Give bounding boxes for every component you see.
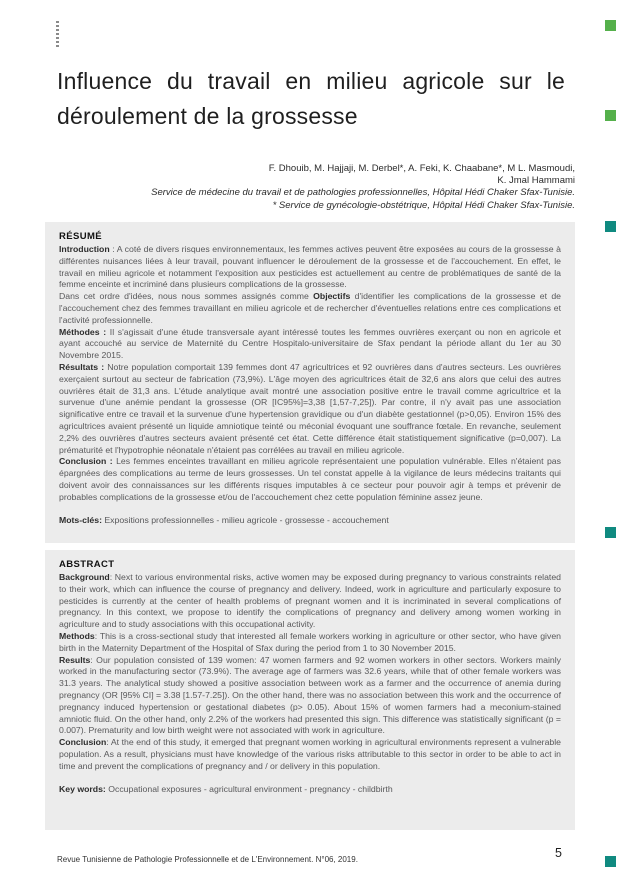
footer-journal-title: Revue Tunisienne de Pathologie Professionnelle et de L'Environnement. N°06, 2019. [57,855,358,864]
keywords-label: Key words: [59,783,106,794]
section-label: Methods [59,630,95,641]
section-label: Méthodes : [59,326,107,337]
paragraph: Introduction : A coté de divers risques environnementaux, les femmes actives peuvent être exposées au cours de la grossesse à différentes nuisances liées à leur travail, pouvant influencer le déroulement de la grossesse et de l'accouchement. En effet, le travail en milieu agricole et notamment l'exposition aux pesticides est actuellement au centre de problématiques de santé de la femme enceinte et incriminé dans plusieurs complications de la grossesse. [59,244,561,290]
abstract-keywords [59,784,561,796]
affiliation-line-2: * Service de gynécologie-obstétrique, Hôpital Hédi Chaker Sfax-Tunisie. [272,199,575,211]
paragraph: Methods: This is a cross-sectional study that interested all female workers working in agriculture or other sector, who have given birth in the Maternity Department of the Hospital of Sfax during the period from 1 to 30 November 2015. [59,630,561,653]
paragraph: Conclusion : Les femmes enceintes travaillant en milieu agricole représentaient une population vulnérable. Elles n'étaient pas épargnées des complications au terme de leurs grossesses. Un tel constat appelle à la vigilance de leurs médecins traitants qui doivent avoir des connaissances sur les différents risques imputables à ce secteur pour pouvoir agir à temps et prévenir de probables complications de la grossesse et/ou de l'accouchement chez cette population féminine assez jeune. [59,456,561,502]
section-label: Conclusion : [59,456,113,467]
resume-paragraphs [59,244,561,504]
section-label: Résultats : [59,361,105,372]
resume-heading: RÉSUMÉ [59,231,103,242]
abstract-paragraphs [59,572,561,773]
paragraph: Background: Next to various environmental risks, active women may be exposed during pregnancy to various constraints related to their work, which can influence the course of pregnancy and delivery. Indeed, work in agriculture and particularly exposure to pesticides is currently at the center of health problems of pregnant women and it is incriminated in several complications of pregnancy. In this context, we propose to identify the complications of pregnancy and delivery among women working in agriculture and to study associations with this occupational activity. [59,572,561,630]
paragraph: Méthodes : Il s'agissait d'une étude transversale ayant intéressé toutes les femmes ouvrières exerçant ou non en agricole et ayant accouché au service de Maternité du Centre Hospitalo-universitaire de Sfax pendant la période allant du 1er au 30 Novembre 2015. [59,326,561,361]
abstract-box [45,550,575,830]
abstract-heading: ABSTRACT [59,559,115,570]
section-label: Objectifs [313,291,351,302]
authors-line-1: F. Dhouib, M. Hajjaji, M. Derbel*, A. Feki, K. Chaabane*, M L. Masmoudi, [268,163,575,174]
binding-crop-mark [56,21,59,47]
edge-mark-teal-2 [605,527,616,538]
resume-box [45,222,575,543]
resume-keywords [59,515,561,527]
keywords-text: Expositions professionnelles - milieu agricole - grossesse - accouchement [101,514,389,525]
article-title: Influence du travail en milieu agricole sur le déroulement de la grossesse [57,68,565,129]
affiliation-line-1: Service de médecine du travail et de pathologies professionnelles, Hôpital Hédi Chaker Sfax-Tunisie. [151,187,575,199]
paragraph: Conclusion: At the end of this study, it emerged that pregnant women working in agricultural environments represent a vulnerable population. As a result, physicians must have knowledge of the various risks attributable to this sector in order to be able to act in time and prevent the complications of pregnancy and / or delivery in this population. [59,737,561,771]
authors-block [57,163,575,212]
edge-mark-green-2 [605,110,616,121]
keywords-label: Mots-clés: [59,514,102,525]
edge-mark-green-1 [605,20,616,31]
section-label: Background [59,572,110,582]
section-label: Results [59,654,91,665]
edge-mark-teal-3 [605,856,616,867]
paragraph: Dans cet ordre d'idées, nous nous sommes assignés comme Objectifs d'identifier les complications de la grossesse et de l'accouchement chez des femmes travaillant en milieu agricole et de rechercher d'éventuelles relations entre ces complications et l'activité professionnelle. [59,291,561,325]
paragraph: Results: Our population consisted of 139 women: 47 women farmers and 92 women workers in other sectors. Workers mainly worked in the manufacturing sector (73.9%). The average age of farmers was 32.6 years, while that of other female workers was 31.3 years. The analytical study showed a positive association between work as a farmer and the occurrence of anemia during pregnancy (OR [95% CI] = 3.38 [1.57-7.25]). On the other hand, there was no association between this work and the occurrence of pregnancy induced hypertension or gestational diabetes (p> 0.05). About 15% of women farmers had a meconium-stained amniotic fluid. On the other hand, only 2.2% of the workers had presented this sign. This difference was statistically significant (p = 0.007). Prematurity and low birth weight were not associated with work in agriculture. [59,654,561,736]
edge-mark-teal-1 [605,221,616,232]
section-label: Conclusion [59,737,107,748]
footer-page-number: 5 [555,846,562,860]
section-label: Introduction [59,244,110,254]
keywords-text: Occupational exposures - agricultural environment - pregnancy - childbirth [105,783,393,794]
authors-line-2: K. Jmal Hammami [497,175,575,187]
paragraph: Résultats : Notre population comportait 139 femmes dont 47 agricultrices et 92 ouvrières dans d'autres secteurs. Les ouvrières exerçaient surtout au secteur de fabrication (73,9%). L'âge moyen des agricultrices était de 32,6 ans alors que celui des autres ouvrières était de 31,3 ans. L'étude analytique avait montré une association positive entre le travail comme agricultrice et la survenue d'une anémie pendant la grossesse (OR [IC95%]=3,38 [1,57-7,25]). Par contre, il n'y avait pas une association significative entre ce travail et la survenue d'une hypertension gravidique ou d'un diabète gestationnel (p>0,05). Environ 15% des agricultrices avaient présenté un liquide amniotique teinté ou méconial évoquant une souffrance fœtale. En revanche, seulement 2,2% des ouvrières d'autres secteurs avaient présenté cet état. Cette différence était statistiquement significative (p=0,007). La prématurité et l'hypotrophie néonatale n'étaient pas corrélées au travail en milieu agricole. [59,361,561,455]
